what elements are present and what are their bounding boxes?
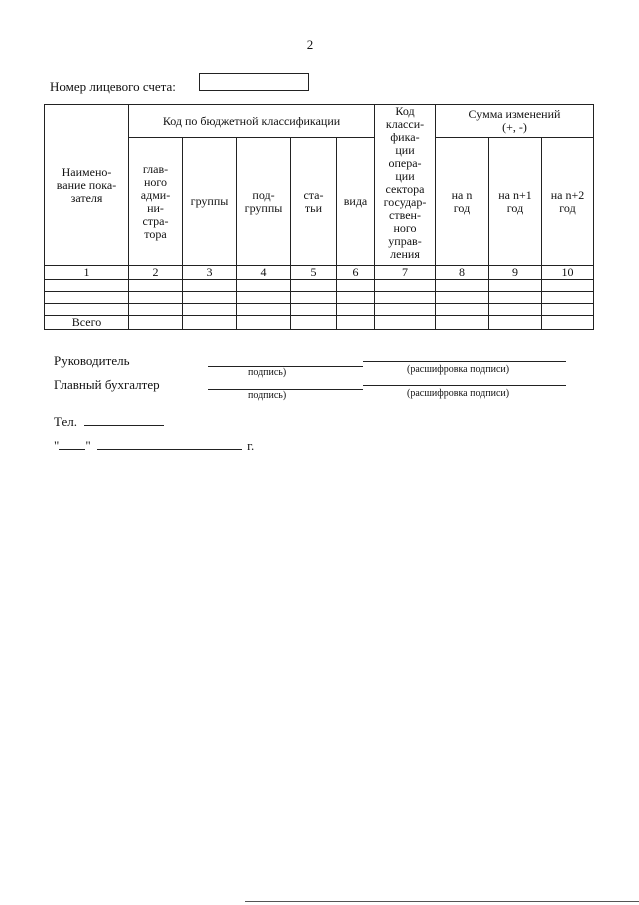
table-cell[interactable]	[237, 316, 291, 330]
table-cell[interactable]	[489, 292, 542, 304]
budget-classification-header: Код по бюджетной классификации	[129, 105, 375, 138]
group-header: группы	[183, 138, 237, 266]
head-label: Руководитель	[54, 353, 130, 368]
article-header: ста- тьи	[291, 138, 337, 266]
table-cell[interactable]	[45, 280, 129, 292]
column-number: 6	[337, 266, 375, 280]
table-cell[interactable]	[291, 316, 337, 330]
table-cell[interactable]	[489, 280, 542, 292]
date-month-year-field[interactable]	[97, 437, 242, 450]
head-decode-line[interactable]	[363, 361, 566, 362]
table-cell[interactable]	[129, 280, 183, 292]
head-decode-caption: (расшифровка подписи)	[407, 364, 510, 375]
table-cell[interactable]	[129, 316, 183, 330]
table-cell[interactable]	[183, 292, 237, 304]
table-cell[interactable]	[237, 280, 291, 292]
table-cell[interactable]	[542, 304, 594, 316]
date-row	[54, 437, 254, 454]
table-cell[interactable]	[237, 292, 291, 304]
chief-accountant-label: Главный бухгалтер	[54, 377, 160, 392]
table-cell[interactable]	[291, 304, 337, 316]
column-number: 4	[237, 266, 291, 280]
table-cell[interactable]	[291, 280, 337, 292]
column-number: 7	[375, 266, 436, 280]
table-cell[interactable]	[436, 304, 489, 316]
table-row	[45, 304, 594, 316]
admin-header: глав- ного адми- ни- стра- тора	[129, 138, 183, 266]
kind-header: вида	[337, 138, 375, 266]
column-number: 5	[291, 266, 337, 280]
table-cell[interactable]	[337, 280, 375, 292]
changes-table	[44, 104, 594, 330]
table-cell[interactable]	[183, 316, 237, 330]
table-cell[interactable]	[129, 292, 183, 304]
accountant-decode-caption: (расшифровка подписи)	[407, 388, 510, 399]
table-cell[interactable]	[542, 316, 594, 330]
table-cell[interactable]	[337, 292, 375, 304]
table-cell[interactable]	[337, 316, 375, 330]
year-n2-header: на n+2 год	[542, 138, 594, 266]
year-n1-header: на n+1 год	[489, 138, 542, 266]
date-open-quote: "	[54, 438, 60, 453]
phone-row	[54, 413, 164, 430]
column-number: 10	[542, 266, 594, 280]
table-cell[interactable]	[436, 292, 489, 304]
total-row	[45, 316, 594, 330]
table-cell[interactable]	[375, 280, 436, 292]
date-year-suffix: г.	[247, 438, 255, 453]
table-cell[interactable]	[436, 316, 489, 330]
total-label: Всего	[45, 316, 129, 330]
column-number: 2	[129, 266, 183, 280]
table-cell[interactable]	[542, 292, 594, 304]
table-row	[45, 292, 594, 304]
table-cell[interactable]	[129, 304, 183, 316]
table-cell[interactable]	[237, 304, 291, 316]
subgroup-header: под- группы	[237, 138, 291, 266]
table-cell[interactable]	[291, 292, 337, 304]
head-signature-caption: подпись)	[248, 367, 287, 378]
table-cell[interactable]	[45, 304, 129, 316]
column-number: 9	[489, 266, 542, 280]
table-cell[interactable]	[489, 316, 542, 330]
year-n-header: на n год	[436, 138, 489, 266]
operation-code-header: Код класси- фика- ции опера- ции сектора государ- ствен- ного управ- ления	[375, 105, 436, 266]
table-cell[interactable]	[542, 280, 594, 292]
phone-label: Тел.	[54, 414, 77, 429]
accountant-decode-line[interactable]	[363, 385, 566, 386]
table-cell[interactable]	[45, 292, 129, 304]
date-day-field[interactable]	[59, 437, 85, 450]
table-cell[interactable]	[489, 304, 542, 316]
account-number-label: Номер лицевого счета:	[50, 79, 176, 94]
change-sum-header: Сумма изменений (+, -)	[436, 105, 594, 138]
page-number: 2	[306, 37, 314, 52]
table-cell[interactable]	[436, 280, 489, 292]
phone-field[interactable]	[84, 413, 164, 426]
table-cell[interactable]	[375, 292, 436, 304]
column-number: 1	[45, 266, 129, 280]
accountant-signature-caption: подпись)	[248, 390, 287, 401]
table-row	[45, 280, 594, 292]
date-close-quote: "	[85, 438, 91, 453]
table-cell[interactable]	[337, 304, 375, 316]
table-cell[interactable]	[183, 304, 237, 316]
page-edge-line	[245, 901, 639, 902]
indicator-name-header: Наимено- вание пока- зателя	[45, 105, 129, 266]
table-cell[interactable]	[375, 304, 436, 316]
account-number-field[interactable]	[199, 73, 309, 91]
column-number-row	[45, 266, 594, 280]
table-cell[interactable]	[375, 316, 436, 330]
column-number: 3	[183, 266, 237, 280]
column-number: 8	[436, 266, 489, 280]
table-cell[interactable]	[183, 280, 237, 292]
